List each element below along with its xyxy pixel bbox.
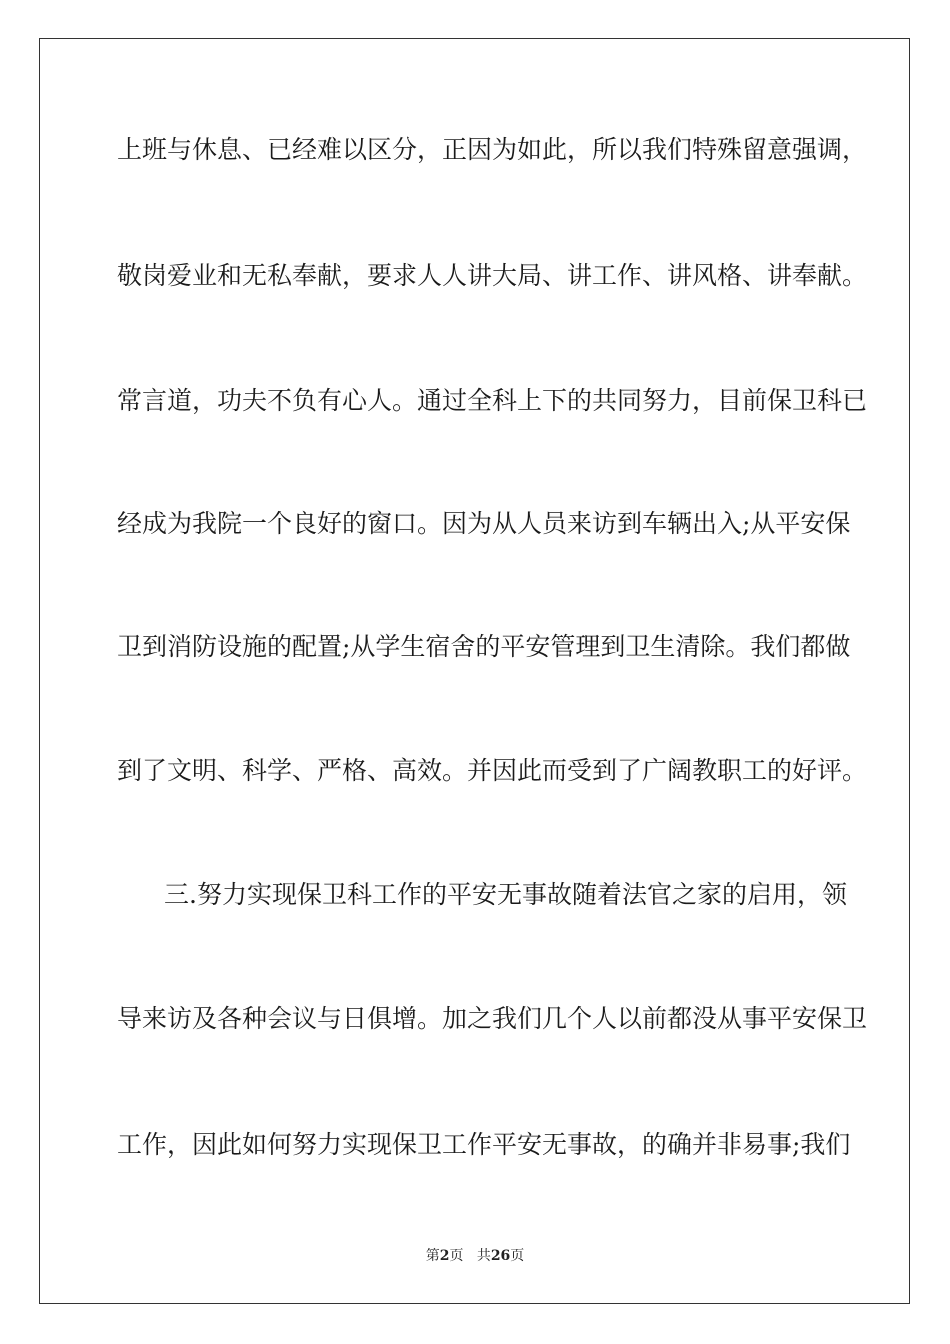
text-line-8: 导来访及各种会议与日俱增。加之我们几个人以前都没从事平安保卫 xyxy=(117,1004,868,1033)
text-line-3: 常言道，功夫不负有心人。通过全科上下的共同努力，目前保卫科已 xyxy=(117,386,868,415)
footer-page-number: 2 xyxy=(439,1248,450,1264)
page-border xyxy=(39,38,910,1304)
footer-total-suffix: 页 xyxy=(510,1248,525,1264)
page-footer xyxy=(0,1247,950,1265)
text-line-1: 上班与休息、已经难以区分，正因为如此，所以我们特殊留意强调， xyxy=(117,135,868,164)
text-line-7-section-heading: 三.努力实现保卫科工作的平安无事故随着法官之家的启用，领 xyxy=(164,880,847,909)
text-line-4: 经成为我院一个良好的窗口。因为从人员来访到车辆出入;从平安保 xyxy=(117,509,851,538)
footer-total-prefix: 共 xyxy=(476,1248,491,1264)
footer-page-prefix: 第 xyxy=(425,1248,440,1264)
footer-total-pages: 26 xyxy=(490,1248,511,1264)
text-line-5: 卫到消防设施的配置;从学生宿舍的平安管理到卫生清除。我们都做 xyxy=(117,632,851,661)
text-line-2: 敬岗爱业和无私奉献，要求人人讲大局、讲工作、讲风格、讲奉献。 xyxy=(117,261,868,290)
text-line-9: 工作，因此如何努力实现保卫工作平安无事故，的确并非易事;我们 xyxy=(117,1130,851,1159)
footer-page-suffix: 页 xyxy=(449,1248,464,1264)
text-line-6: 到了文明、科学、严格、高效。并因此而受到了广阔教职工的好评。 xyxy=(117,756,868,785)
